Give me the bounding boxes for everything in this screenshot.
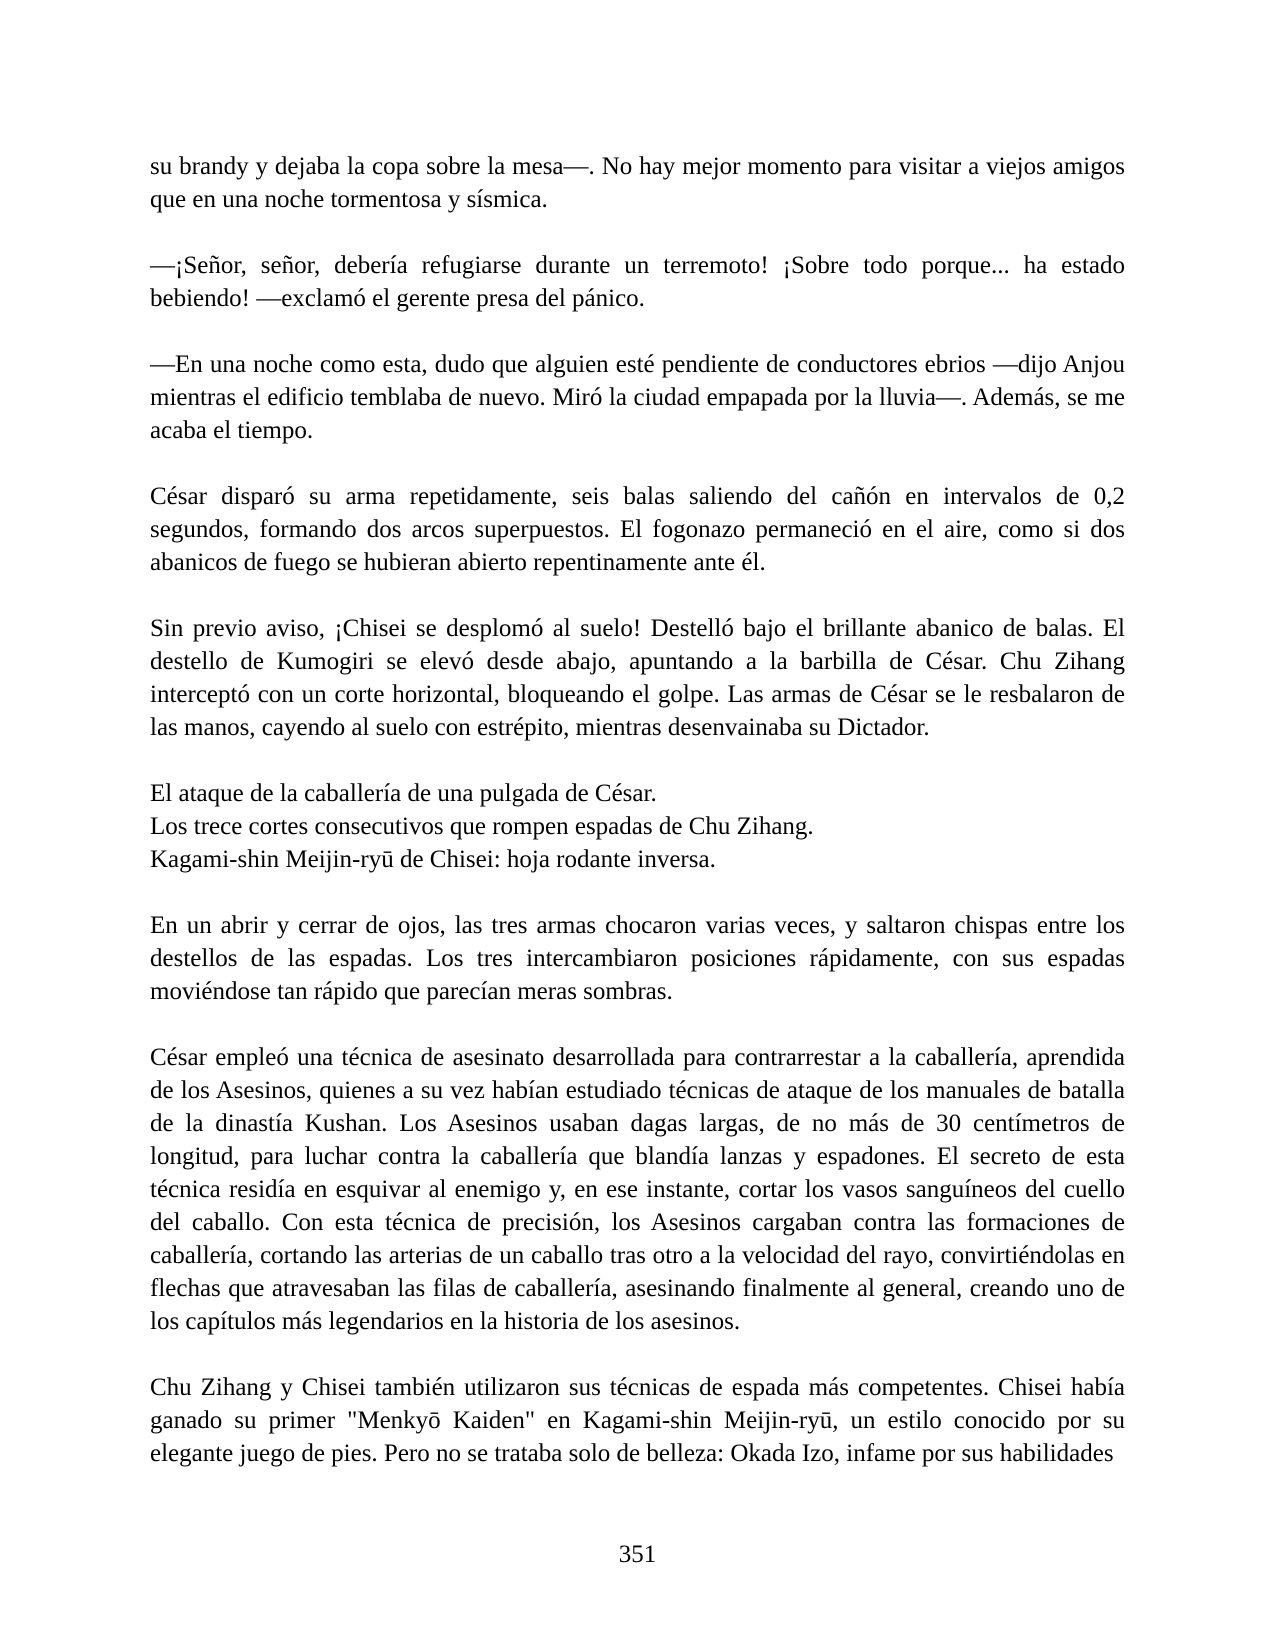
paragraph: —¡Señor, señor, debería refugiarse durante un terremoto! ¡Sobre todo porque... ha estado bebiendo! —exclamó el gerente presa del pánico. — [150, 252, 1125, 312]
technique-line: Kagami-shin Meijin-ryū de Chisei: hoja rodante inversa. — [150, 846, 716, 873]
paragraph: su brandy y dejaba la copa sobre la mesa—. No hay mejor momento para visitar a viejos amigos que en una noche tormentosa y sísmica. — [150, 153, 1125, 213]
page-number: 351 — [618, 1541, 657, 1568]
technique-line: El ataque de la caballería de una pulgada de César. — [150, 780, 657, 807]
paragraph: César disparó su arma repetidamente, seis balas saliendo del cañón en intervalos de 0,2 segundos, formando dos arcos superpuestos. El fogonazo permaneció en el aire, como si dos abanicos de fuego se hubieran abierto repentinamente ante él. — [150, 483, 1125, 576]
paragraph: —En una noche como esta, dudo que alguien esté pendiente de conductores ebrios —dijo Anjou mientras el edificio temblaba de nuevo. Miró la ciudad empapada por la lluvia—. Además, se me acaba el tiempo. — [150, 351, 1125, 444]
technique-line: Los trece cortes consecutivos que rompen espadas de Chu Zihang. — [150, 813, 814, 840]
paragraph: En un abrir y cerrar de ojos, las tres armas chocaron varias veces, y saltaron chispas entre los destellos de las espadas. Los tres intercambiaron posiciones rápidamente, con sus espadas moviéndose tan rápido que parecían meras sombras. — [150, 912, 1125, 1005]
page-body — [150, 150, 1125, 1503]
paragraph: Sin previo aviso, ¡Chisei se desplomó al suelo! Destelló bajo el brillante abanico de balas. El destello de Kumogiri se elevó desde abajo, apuntando a la barbilla de César. Chu Zihang interceptó con un corte horizontal, bloqueando el golpe. Las armas de César se le resbalaron de las manos, cayendo al suelo con estrépito, mientras desenvainaba su Dictador. — [150, 615, 1125, 741]
paragraph: Chu Zihang y Chisei también utilizaron sus técnicas de espada más competentes. Chisei había ganado su primer "Menkyō Kaiden" en Kagami-shin Meijin-ryū, un estilo conocido por su elegante juego de pies. Pero no se trataba solo de belleza: Okada Izo, infame por sus habilidades — [150, 1374, 1125, 1467]
paragraph: César empleó una técnica de asesinato desarrollada para contrarrestar a la caballería, aprendida de los Asesinos, quienes a su vez habían estudiado técnicas de ataque de los manuales de batalla de la dinastía Kushan. Los Asesinos usaban dagas largas, de no más de 30 centímetros de longitud, para luchar contra la caballería que blandía lanzas y espadones. El secreto de esta técnica residía en esquivar al enemigo y, en ese instante, cortar los vasos sanguíneos del cuello del caballo. Con esta técnica de precisión, los Asesinos cargaban contra las formaciones de caballería, cortando las arterias de un caballo tras otro a la velocidad del rayo, convirtiéndolas en flechas que atravesaban las filas de caballería, asesinando finalmente al general, creando uno de los capítulos más legendarios en la historia de los asesinos. — [150, 1044, 1125, 1335]
